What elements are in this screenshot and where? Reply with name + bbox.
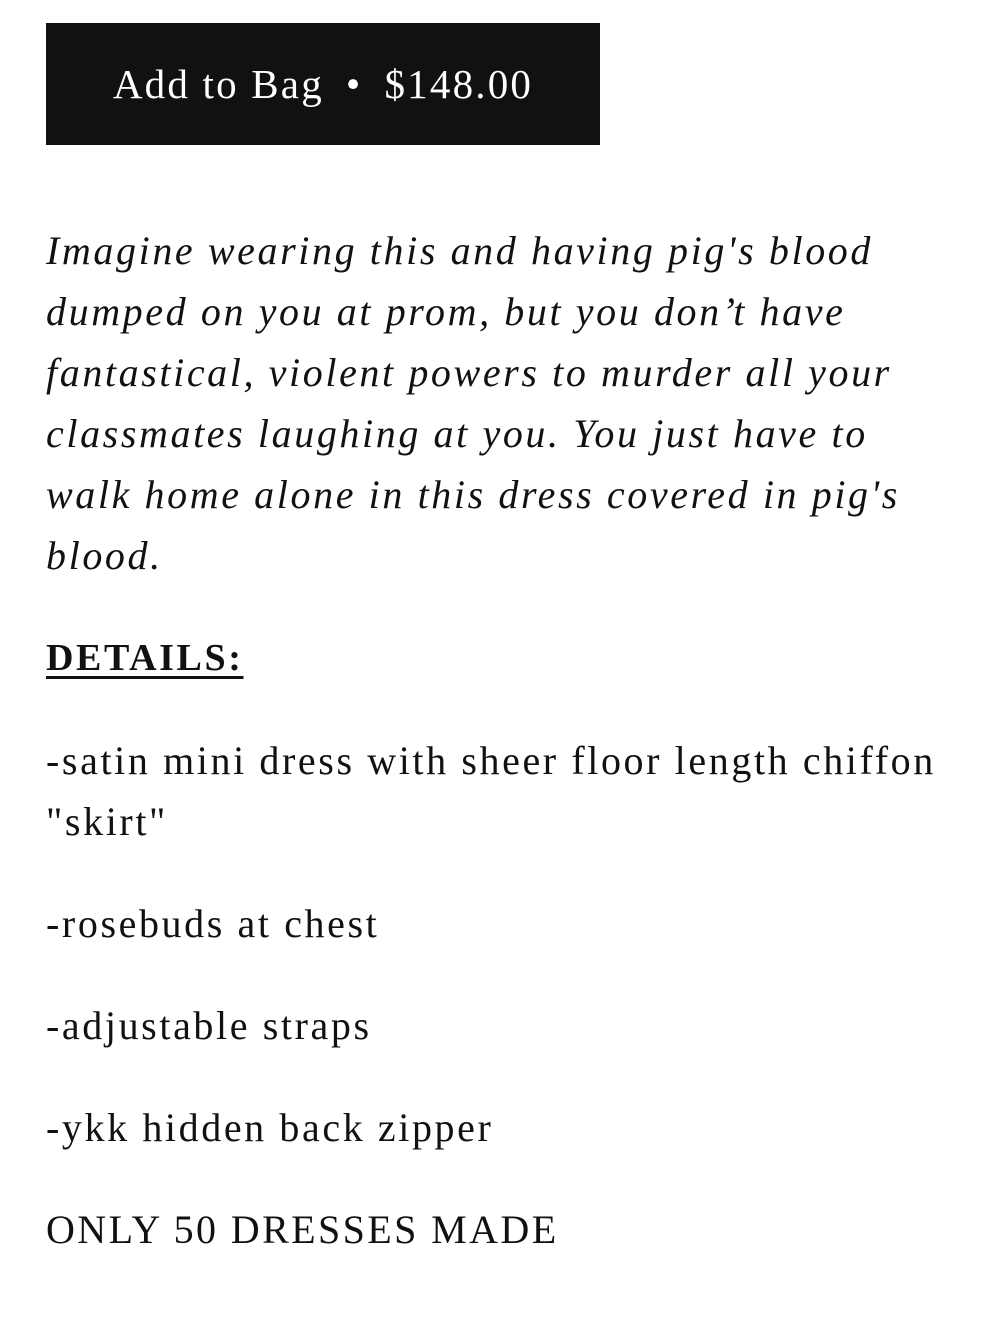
detail-item-straps: -adjustable straps xyxy=(46,1003,372,1048)
price: $148.00 xyxy=(384,61,534,107)
detail-item-satin: -satin mini dress with sheer floor length chiffon "skirt" xyxy=(46,738,936,844)
product-description: Imagine wearing this and having pig's blood dumped on you at prom, but you don’t have fantastical, violent powers to murder all your classmates laughing at you. You just have to walk home alone in this dress covered in pig's blood. xyxy=(46,228,900,578)
bullet-separator: • xyxy=(345,61,363,107)
details-heading: DETAILS: xyxy=(46,637,244,679)
add-to-bag-label: Add to Bag xyxy=(112,61,324,107)
detail-item-zipper: -ykk hidden back zipper xyxy=(46,1105,494,1150)
detail-item-rosebuds: -rosebuds at chest xyxy=(46,901,380,946)
limited-edition-note: ONLY 50 DRESSES MADE xyxy=(46,1207,559,1252)
add-to-bag-button[interactable] xyxy=(46,23,600,145)
